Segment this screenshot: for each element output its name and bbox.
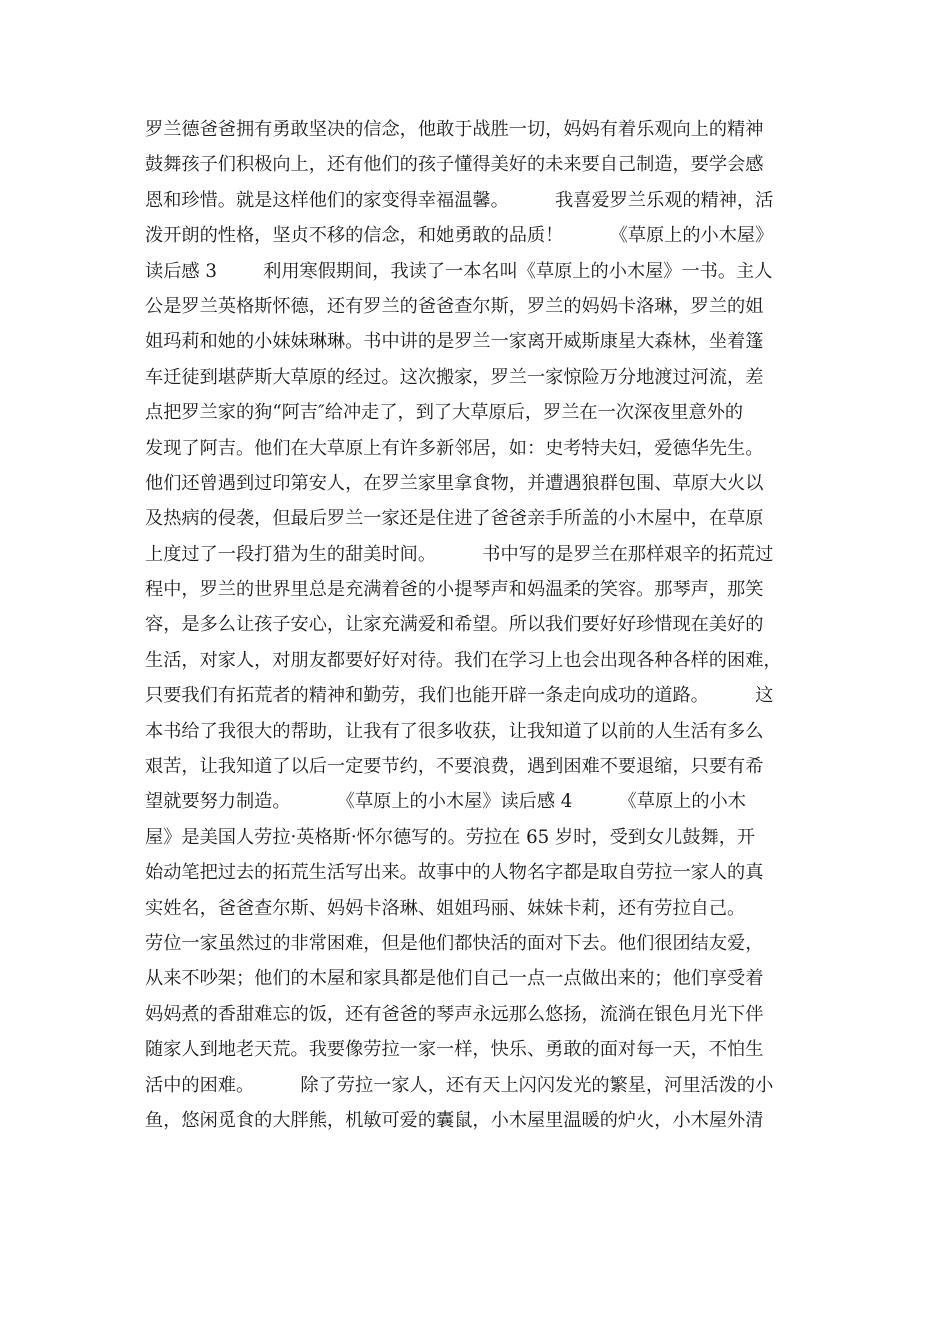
text-line: 实姓名，爸爸查尔斯、妈妈卡洛琳、姐姐玛丽、妹妹卡莉，还有劳拉自己。	[145, 897, 746, 919]
text-line: 罗兰德爸爸拥有勇敢坚决的信念，他敢于战胜一切，妈妈有着乐观向上的精神	[145, 119, 764, 140]
text-line: 点把罗兰家的狗“阿吉″给冲走了，到了大草原后，罗兰在一次深夜里意外的	[145, 402, 744, 424]
text-line: 恩和珍惜。就是这样他们的家变得幸福温馨。 我喜爱罗兰乐观的精神，活	[145, 189, 774, 211]
text-line: 从来不吵架；他们的木屋和家具都是他们自己一点一点做出来的；他们享受着	[145, 968, 764, 990]
text-line: 随家人到地老天荒。我要像劳拉一家一样，快乐、勇敢的面对每一天，不怕生	[145, 1039, 764, 1061]
text-line: 容，是多么让孩子安心，让家充满爱和希望。所以我们要好好珍惜现在美好的	[145, 614, 764, 636]
text-line: 程中，罗兰的世界里总是充满着爸的小提琴声和妈温柔的笑容。那琴声，那笑	[145, 579, 764, 601]
text-line: 他们还曾遇到过印第安人，在罗兰家里拿食物，并遭遇狼群包围、草原大火以	[145, 472, 764, 494]
text-line: 鼓舞孩子们积极向上，还有他们的孩子懂得美好的未来要自己制造，要学会感	[145, 154, 764, 176]
text-line: 艰苦，让我知道了以后一定要节约，不要浪费，遇到困难不要退缩，只要有希	[145, 756, 764, 778]
text-line: 姐玛莉和她的小妹妹琳琳。书中讲的是罗兰一家离开威斯康星大森林，坐着篷	[145, 331, 764, 353]
text-line: 鱼，悠闲觅食的大胖熊，机敏可爱的囊鼠，小木屋里温暖的炉火，小木屋外清	[145, 1109, 764, 1131]
text-line: 本书给了我很大的帮助，让我有了很多收获，让我知道了以前的人生活有多么	[145, 720, 764, 742]
text-line: 公是罗兰英格斯怀德，还有罗兰的爸爸查尔斯，罗兰的妈妈卡洛琳，罗兰的姐	[145, 295, 764, 317]
text-line: 只要我们有拓荒者的精神和勤劳，我们也能开辟一条走向成功的道路。 这	[145, 685, 774, 707]
body-text	[145, 112, 810, 1138]
text-line: 劳位一家虽然过的非常困难，但是他们都快活的面对下去。他们很团结友爱，	[145, 932, 764, 954]
text-line: 望就要努力制造。 《草原上的小木屋》读后感 4 《草原上的小木	[145, 791, 746, 813]
text-line: 始动笔把过去的拓荒生活写出来。故事中的人物名字都是取自劳拉一家人的真	[145, 862, 764, 884]
text-line: 泼开朗的性格，坚贞不移的信念，和她勇敢的品质！ 《草原上的小木屋》	[145, 225, 774, 247]
text-line: 上度过了一段打猎为生的甜美时间。 书中写的是罗兰在那样艰辛的拓荒过	[145, 543, 774, 565]
text-line: 及热病的侵袭，但最后罗兰一家还是住进了爸爸亲手所盖的小木屋中，在草原	[145, 508, 764, 530]
text-line: 妈妈煮的香甜难忘的饭，还有爸爸的琴声永远那么悠扬，流淌在银色月光下伴	[145, 1003, 764, 1025]
text-line: 生活，对家人，对朋友都要好好对待。我们在学习上也会出现各种各样的困难，	[145, 649, 782, 671]
text-line: 发现了阿吉。他们在大草原上有许多新邻居，如：史考特夫妇，爱德华先生。	[145, 437, 764, 459]
text-line: 读后感 3 利用寒假期间，我读了一本名叫《草原上的小木屋》一书。主人	[145, 260, 773, 282]
text-line: 屋》是美国人劳拉·英格斯·怀尔德写的。劳拉在 65 岁时，受到女儿鼓舞，开	[145, 826, 756, 848]
text-line: 车迁徒到堪萨斯大草原的经过。这次搬家，罗兰一家惊险万分地渡过河流，差	[145, 366, 764, 388]
text-line: 活中的困难。 除了劳拉一家人，还有天上闪闪发光的繁星，河里活泼的小	[145, 1074, 774, 1096]
